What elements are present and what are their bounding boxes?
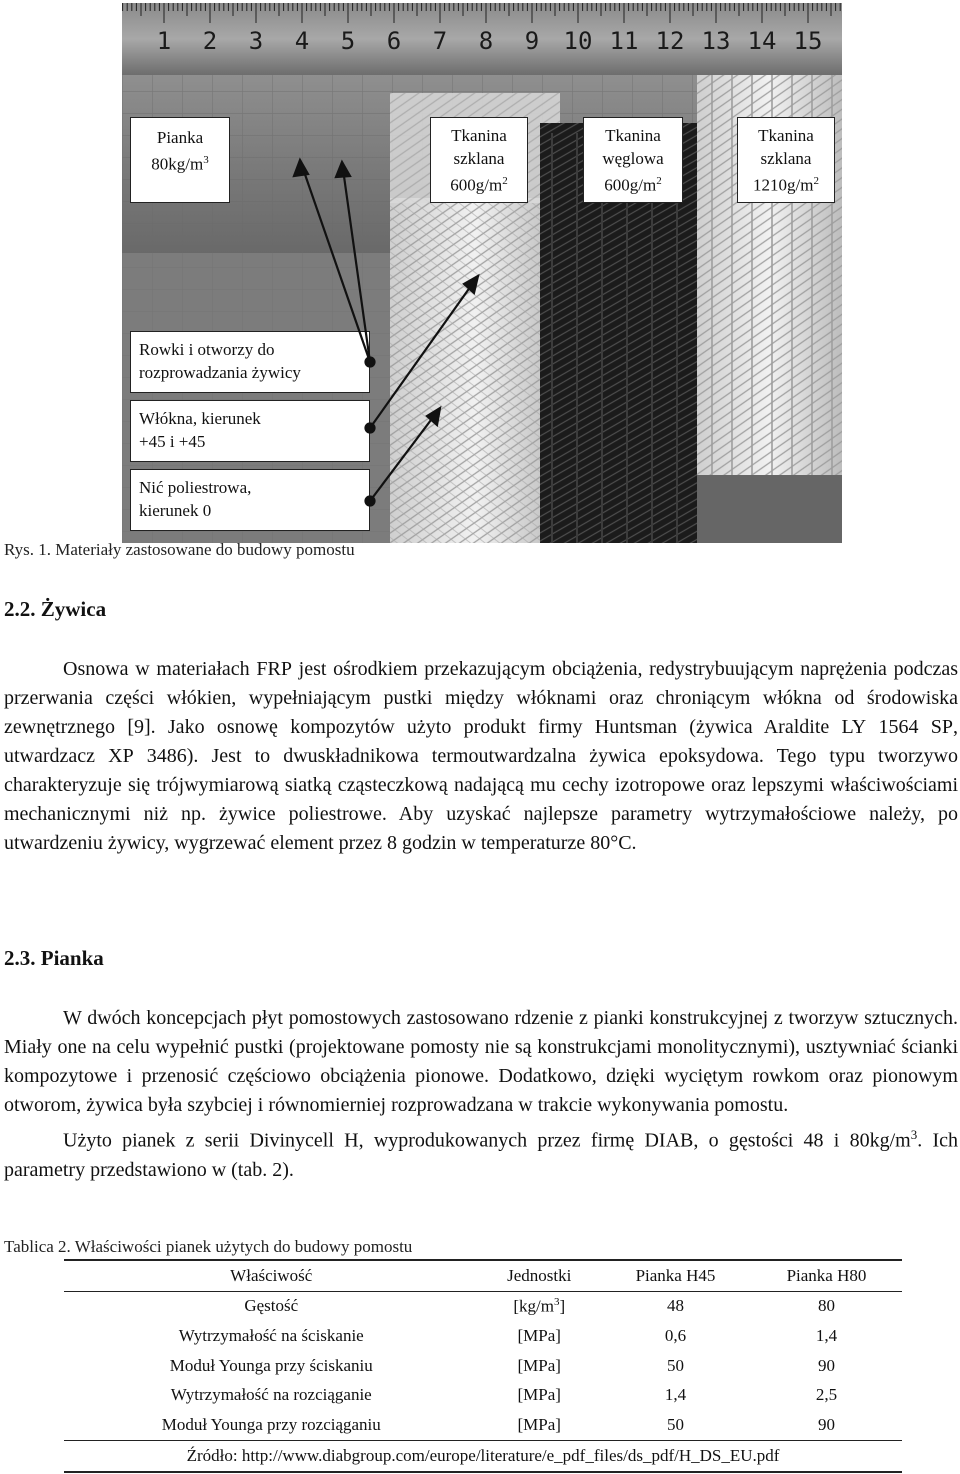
acronym-frp: FRP [256,658,292,680]
dot-2 [366,424,375,433]
ruler-number: 1 [156,27,172,55]
ruler-number: 6 [386,27,402,55]
table-header-row [64,1260,902,1291]
arrowhead-3 [464,276,478,293]
resin-paragraph-text [4,655,958,858]
resin-paragraph [4,655,958,858]
resin-text-5: 3486). Jest to dwuskładnikowa termoutwardzalna żywica epoksydowa. Tego typu tworzywo charakteryzuje się trójwymiarową siatką cząsteczkową nadającą mu cechy izotropowe oraz lepszymi właściwościami mechanicznymi niż np. żywice poliestrowe. Aby uzyskać najlepsze parametry wytrzymałościowe należy, po utwardzeniu żywicy, wygrzewać element przez 8 godzin w temperaturze 80°C. [4,745,958,854]
label-carbon-600-line1: Tkanina [605,126,661,145]
table-row [64,1380,902,1410]
heading-resin: 2.2. Żywica [4,597,107,621]
table-row [64,1291,902,1321]
cell-h80: 90 [817,1414,835,1434]
label-glass-1210-line2: szklana [760,149,812,168]
cell-h45: 50 [666,1414,684,1434]
ruler-number: 2 [202,27,218,55]
table-source: Źródło: http://www.diabgroup.com/europe/literature/e_pdf_files/ds_pdf/H_DS_EU.pdf [64,1440,902,1472]
th-units: Jednostki [507,1265,572,1285]
cell-h45: 48 [666,1296,684,1316]
label-thread-line1: Nić poliestrowa, [139,478,252,497]
table-caption: Tablica 2. Właściwości pianek użytych do budowy pomostu [4,1237,413,1256]
foam-paragraph-1: W dwóch koncepcjach płyt pomostowych zastosowano rdzenie z pianki konstrukcyjnej z tworzyw sztucznych. Miały one na celu wypełnić pustki (projektowane pomosty nie są konstrukcjami monolitycznymi), usztywniać ścianki kompozytowe i przenosić częściowo obciążenia pionowe. Dodatkowo, dzięki wyciętym rowkom oraz pionowym otworom, żywica była szybciej i równomierniej rozprowadzana w trakcie wykonywania pomostu. [4,1007,958,1116]
cell-property: Gęstość [244,1296,299,1316]
acronym-sp: SP [930,716,954,738]
cell-h80: 2,5 [815,1385,838,1405]
ruler-number: 9 [524,27,540,55]
label-grooves-line2: rozprowadzania żywicy [139,363,301,382]
label-carbon-600-line3: $600g/m^2$ [604,175,662,195]
table-row [64,1321,902,1351]
cell-property: Moduł Younga przy ściskaniu [169,1355,373,1375]
th-h80: Pianka H80 [786,1265,867,1285]
foam-properties-table [64,1259,902,1473]
cell-property: Moduł Younga przy rozciąganiu [161,1414,381,1434]
cell-h80: 1,4 [815,1325,838,1345]
table-source-row [64,1440,902,1472]
label-carbon-600-line2: węglowa [602,149,664,168]
leader-thread [370,408,440,501]
ruler-number: 12 [655,27,685,55]
foam-text-2: , o gęstości 48 i 80kg/m [693,1129,911,1152]
cell-unit: [MPa] [517,1355,561,1375]
cell-h45: 1,4 [664,1385,687,1405]
label-foam-line2: $80kg/m^3$ [151,154,209,174]
label-glass-600-line3: $600g/m^2$ [450,175,508,195]
cell-h45: 0,6 [664,1325,687,1345]
cell-h80: 90 [817,1355,835,1375]
ruler-number: 11 [609,27,639,55]
th-property: Właściwość [230,1265,313,1285]
label-grooves-line1: Rowki i otworzy do [139,340,275,359]
ruler-number: 10 [563,27,593,55]
cell-h45: 50 [666,1355,684,1375]
resin-text-1: Osnowa w materiałach [63,658,257,680]
label-glass-1210-line3: $1210g/m^2$ [753,175,819,195]
label-glass-1210-line1: Tkanina [758,126,814,145]
foam-sup: 3 [910,1127,918,1142]
resin-text-2: jest ośrodkiem przekazującym obciążenia, redystrybuującym naprężenia podczas przerwania części włókien, wypełniającym pustki między włóknami oraz chroniącym włókna od środowiska zewnętrznego [9]. Jako osnowę kompozytów użyto produkt firmy Huntsman (żywica Araldite [4,658,958,738]
acronym-xp: XP [108,745,134,767]
table-row [64,1410,902,1440]
ruler-number: 8 [478,27,494,55]
label-glass-600-line1: Tkanina [451,126,507,145]
label-fibres-line1: Włókna, kierunek [139,409,261,428]
arrowhead-1 [294,160,308,176]
cell-h80: 80 [817,1296,835,1316]
heading-foam: 2.3. Pianka [4,946,104,970]
cell-unit: [MPa] [517,1385,561,1405]
cell-unit: [MPa] [517,1325,561,1345]
cell-property: Wytrzymałość na ściskanie [178,1325,364,1345]
cell-unit: [MPa] [517,1414,561,1434]
leader-foam-2 [342,162,370,362]
resin-text-4: , utwardzacz [4,716,959,767]
leader-glass [370,276,478,428]
dot-1 [366,358,375,367]
arrowhead-2 [336,162,350,177]
label-fibres-line2: +45 i +45 [139,432,206,451]
ruler-number: 5 [340,27,356,55]
foam-paragraphs [4,1004,958,1185]
ruler-number: 14 [747,27,777,55]
ruler-number: 3 [248,27,264,55]
acronym-ly: LY [841,716,867,738]
leader-foam [300,160,370,362]
label-glass-600-line2: szklana [453,149,505,168]
ruler-number: 15 [793,27,823,55]
resin-text-3: 1564 [866,716,931,738]
acronym-diab: DIAB [644,1129,694,1152]
leader-lines [0,0,960,560]
label-foam-line1: Pianka [156,128,204,147]
figure-caption: Rys. 1. Materiały zastosowane do budowy pomostu [4,540,355,559]
ruler-number: 4 [294,27,310,55]
foam-text-3: . Ich parametry przedstawiono w (tab. 2). [4,1129,958,1181]
cell-property: Wytrzymałość na rozciąganie [170,1385,372,1405]
label-thread-line2: kierunek 0 [139,501,212,520]
ruler-number: 7 [432,27,448,55]
cell-unit: $[kg/m^3]$ [513,1296,566,1316]
foam-paragraph-2 [4,1120,958,1185]
table-row [64,1351,902,1381]
ruler-number: 13 [701,27,731,55]
th-h45: Pianka H45 [635,1265,716,1285]
dot-3 [366,497,375,506]
foam-text-1: Użyto pianek z serii Divinycell H, wyprodukowanych przez firmę [63,1129,645,1152]
